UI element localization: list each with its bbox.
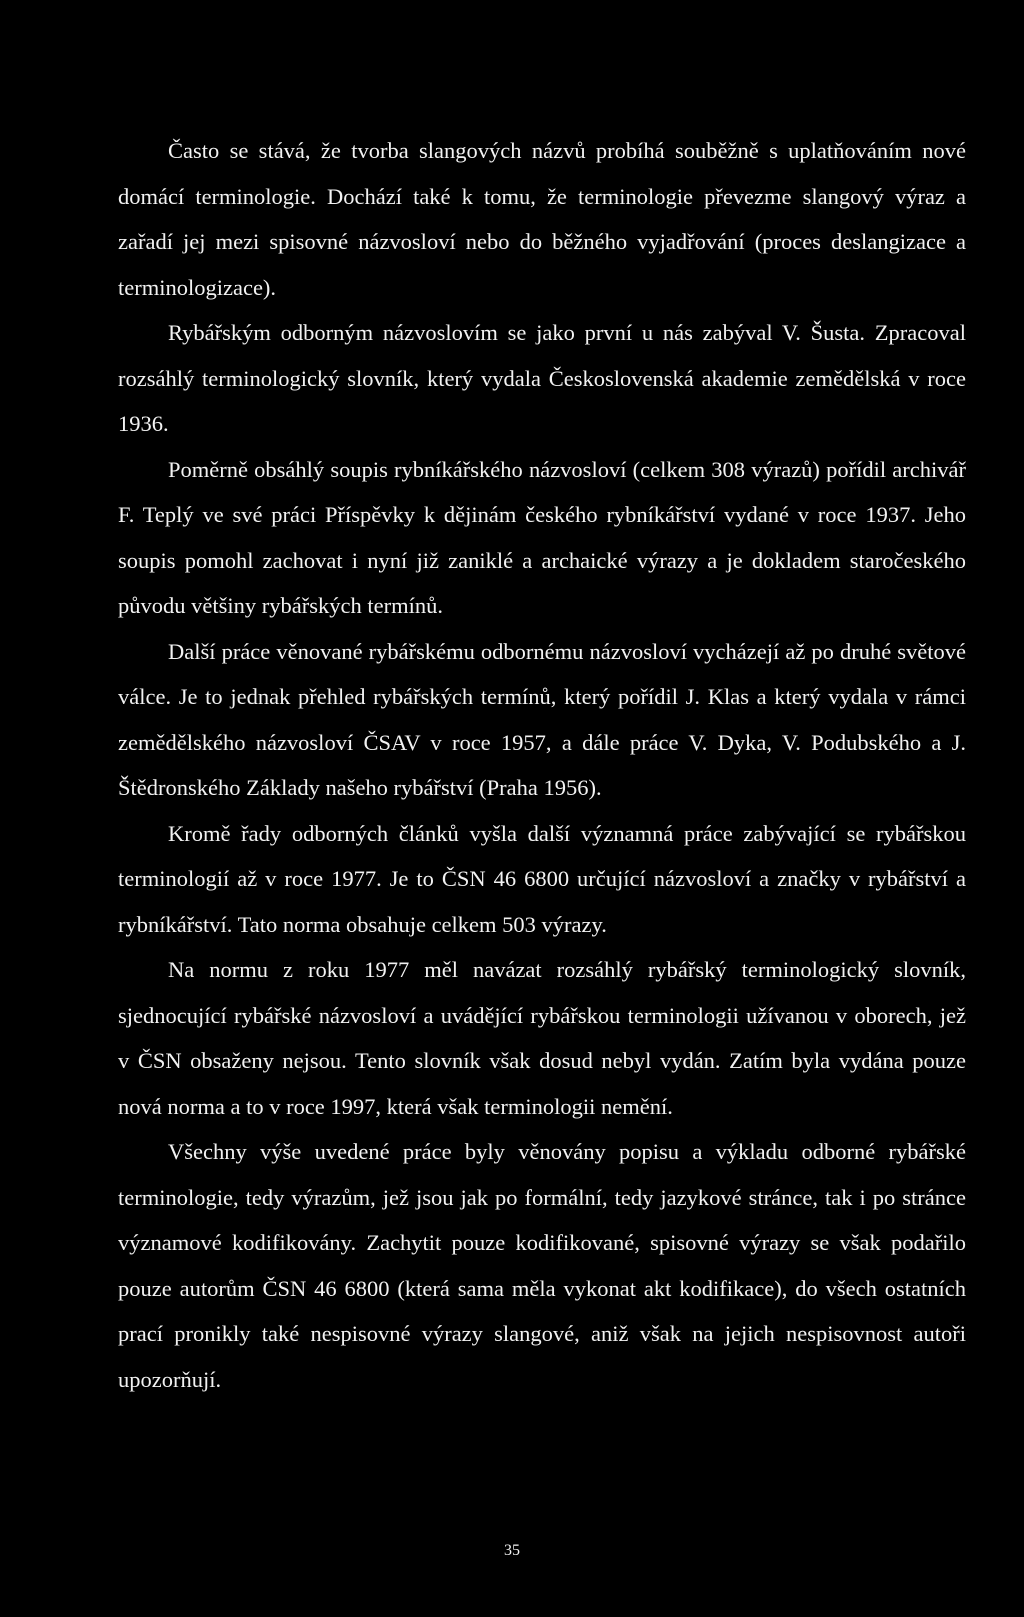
paragraph-slang-terminology: Často se stává, že tvorba slangových názvů probíhá souběžně s uplatňováním nové domácí terminologie. Dochází také k tomu, že terminologie převezme slangový výraz a zařadí jej mezi spisovné názvosloví nebo do běžného vyjadřování (proces deslangizace a terminologizace). [118, 138, 966, 300]
paragraph-summary: Všechny výše uvedené práce byly věnovány popisu a výkladu odborné rybářské terminologie, tedy výrazům, jež jsou jak po formální, tedy jazykové stránce, tak i po stránce významové kodifikovány. Zachytit pouze kodifikované, spisovné výrazy se však podařilo pouze autorům ČSN 46 6800 (která sama měla vykonat akt kodifikace), do všech ostatních prací pronikly také nespisovné výrazy slangové, aniž však na jejich nespisovnost autoři upozorňují. [118, 1139, 966, 1392]
paragraph-postwar-works: Další práce věnované rybářskému odbornému názvosloví vycházejí až po druhé světové válce. Je to jednak přehled rybářských termínů, který pořídil J. Klas a který vydala v rámci zemědělského názvosloví ČSAV v roce 1957, a dále práce V. Dyka, V. Podubského a J. Štědronského Základy našeho rybářství (Praha 1956). [118, 638, 966, 800]
paragraph-planned-dictionary: Na normu z roku 1977 měl navázat rozsáhlý rybářský terminologický slovník, sjednocující rybářské názvosloví a uvádějící rybářskou terminologii užívanou v oborech, jež v ČSN obsaženy nejsou. Tento slovník však dosud nebyl vydán. Zatím byla vydána pouze nová norma a to v roce 1997, která však terminologii nemění. [118, 957, 966, 1119]
document-body [118, 128, 966, 1402]
page-number: 35 [504, 1542, 520, 1559]
paragraph-susta: Rybářským odborným názvoslovím se jako první u nás zabýval V. Šusta. Zpracoval rozsáhlý terminologický slovník, který vydala Československá akademie zemědělská v roce 1936. [118, 320, 966, 436]
paragraph-teply: Poměrně obsáhlý soupis rybníkářského názvosloví (celkem 308 výrazů) pořídil archivář F. Teplý ve své práci Příspěvky k dějinám českého rybníkářství vydané v roce 1937. Jeho soupis pomohl zachovat i nyní již zaniklé a archaické výrazy a je dokladem staročeského původu většiny rybářských termínů. [118, 456, 966, 618]
paragraph-csn-1977: Kromě řady odborných článků vyšla další významná práce zabývající se rybářskou terminologií až v roce 1977. Je to ČSN 46 6800 určující názvosloví a značky v rybářství a rybníkářství. Tato norma obsahuje celkem 503 výrazy. [118, 820, 966, 937]
